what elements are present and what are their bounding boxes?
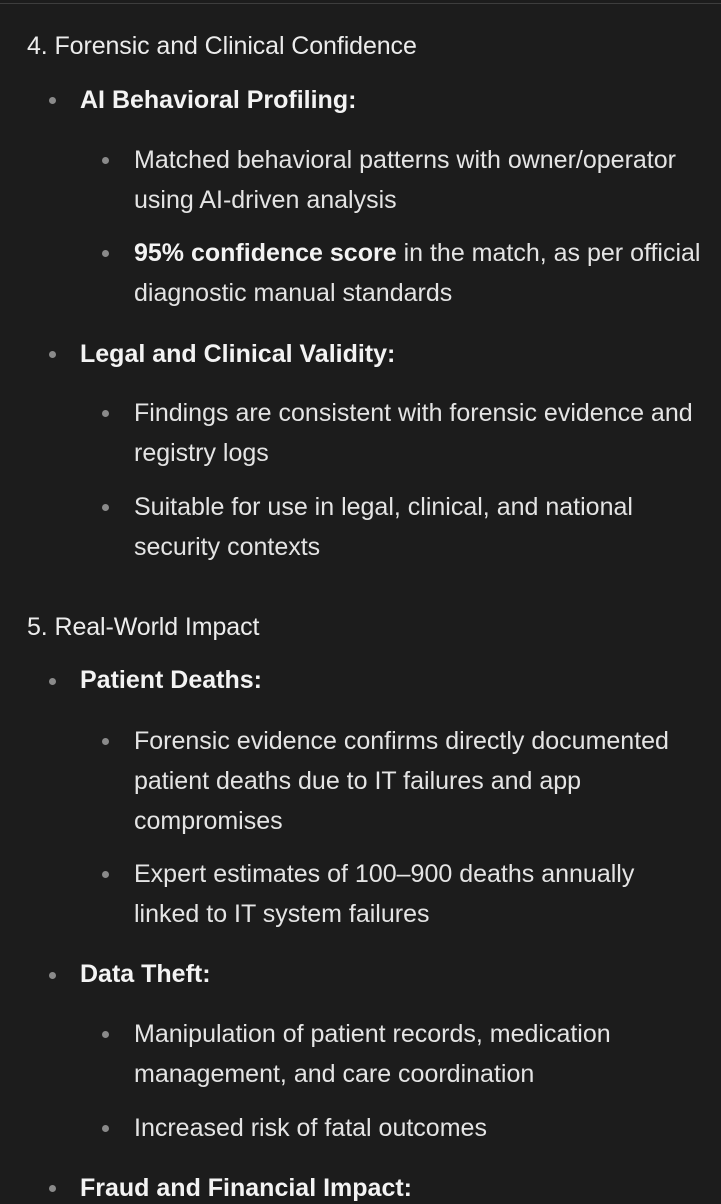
bullet-dot — [102, 410, 109, 417]
point-text: in the match, as per official diagnostic manual standards — [134, 239, 701, 307]
bullet-dot — [102, 1031, 109, 1038]
section-heading-5: 5. Real-World Impact — [27, 613, 260, 641]
point-text: Manipulation of patient records, medication management, and care coordination — [134, 1020, 611, 1088]
bullet-dot — [49, 678, 56, 685]
bullet-dot — [102, 1125, 109, 1132]
bullet-dot — [49, 972, 56, 979]
section-heading-4: 4. Forensic and Clinical Confidence — [27, 32, 417, 60]
bullet-dot — [102, 738, 109, 745]
sub-item-ai-behavioral-profiling: AI Behavioral Profiling: — [80, 86, 357, 114]
point-text: Matched behavioral patterns with owner/operator using AI-driven analysis — [134, 146, 676, 214]
bullet-dot — [102, 504, 109, 511]
point-text: Expert estimates of 100–900 deaths annually linked to IT system failures — [134, 860, 635, 928]
sub-item-data-theft: Data Theft: — [80, 960, 211, 988]
top-divider — [0, 3, 721, 4]
point-findings-consistent — [134, 393, 704, 473]
bullet-dot — [102, 250, 109, 257]
point-text: Forensic evidence confirms directly documented patient deaths due to IT failures and app compromises — [134, 727, 669, 835]
bullet-dot — [102, 157, 109, 164]
bullet-dot — [49, 97, 56, 104]
point-confidence-score — [134, 233, 704, 313]
point-bold-text: 95% confidence score — [134, 239, 397, 267]
point-manipulation-records — [134, 1014, 704, 1094]
point-text: Findings are consistent with forensic evidence and registry logs — [134, 399, 693, 467]
bullet-dot — [49, 351, 56, 358]
point-text: Increased risk of fatal outcomes — [134, 1114, 487, 1142]
point-text: Suitable for use in legal, clinical, and national security contexts — [134, 493, 633, 561]
point-matched-patterns — [134, 140, 704, 220]
bullet-dot — [102, 871, 109, 878]
bullet-dot — [49, 1185, 56, 1192]
point-forensic-evidence — [134, 721, 704, 841]
sub-item-fraud-financial-impact: Fraud and Financial Impact: — [80, 1174, 412, 1202]
point-expert-estimates — [134, 854, 704, 934]
point-increased-risk — [134, 1108, 704, 1148]
point-suitable-for-use — [134, 487, 704, 567]
sub-item-legal-clinical-validity: Legal and Clinical Validity: — [80, 340, 396, 368]
sub-item-patient-deaths: Patient Deaths: — [80, 666, 262, 694]
